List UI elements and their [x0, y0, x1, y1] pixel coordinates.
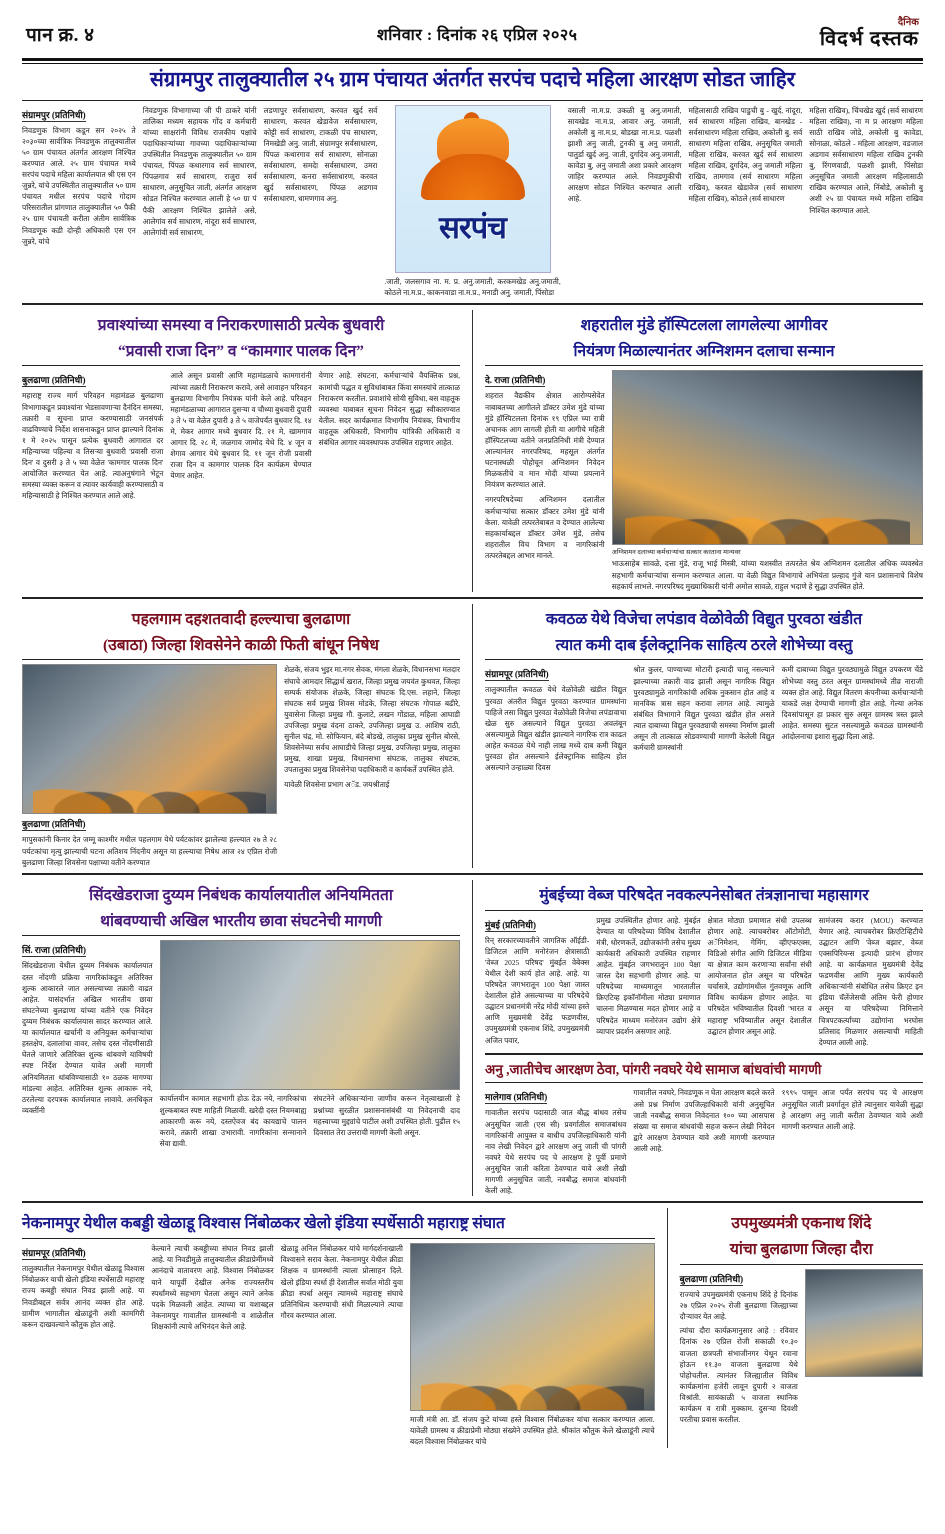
article-paragraph: तालुक्यातील नेकनामपुर येथील खेळाडू विश्वास निंबोळकर याची खेलो इंडिया स्पर्धेसाठी महाराष्ट्र राज्य कबड्डी संघात निवड झाली आहे. या निवडीबद्दल सर्वत्र आनंद व्यक्त होत आहे. ग्रामीण भागातील खेळाडूंनी अशी कामगिरी करून दाखवल्याने कौतुक होत आहे.	[22, 1264, 145, 1329]
article-pahalgam-protest	[22, 604, 460, 868]
article-byline: सिं. राजा (प्रतिनिधी)	[22, 945, 86, 956]
masthead-rule	[22, 58, 923, 61]
article-photo	[160, 940, 460, 1090]
article-paragraph: श्रोत कुलर, पाण्याच्या मोटारी इत्यादी चालू नसल्याने झाल्याच्या तक्रारी वाढ झाली असून नागरिक विद्युत पुरवठ्यामुळे नागरिकांची अधिक नुकसान होत आहे व मानविक त्रास सहन करावा लागत आहे. त्यामुळे संबंधित विभागाने विद्युत पुरवठा खंडीत होत असते त्यात दाबाच्या विद्युत पुरवठ्याची समस्या निर्माण झाली असून ती तात्काळ सोडवण्याची मागणी केलेली विद्युत कर्मचारी ग्रामस्थांनी	[633, 665, 775, 753]
article-paragraph: केल्याने त्याची कबड्डीच्या संघात निवड झाली आहे. या निवडीमुळे तालुक्यातील क्रीडाप्रेमींमध्ये आनंदाचे वातावरण आहे. विश्वास निंबोळकर याने यापूर्वी देखील अनेक राज्यस्तरीय स्पर्धांमध्ये सहभाग घेतला असून त्याने अनेक पदके मिळवली आहेत. त्याच्या या यशाबद्दल नेकनामपुर गावातील ग्रामस्थांनी व शाळेतील शिक्षकांनी त्याचे अभिनंदन केले आहे.	[151, 1244, 274, 1331]
article-headline-line2: नियंत्रण मिळाल्यानंतर अग्निशमन दलाचा सन्मान	[573, 342, 835, 360]
newspaper-brand	[820, 18, 919, 49]
article-paragraph: आले असून प्रवासी आणि महामंडळाचे कामगारांनी त्यांच्या तक्रारी निराकरण करावे, असे आवाहन परिवहन बुलढाणा विभागीय नियंत्रक यांनी केले आहे. परिवहन महामंडळाच्या आगारात दुसऱ्या व चौथ्या बुधवारी दुपारी ३ ते ५ या वेळेत दुपारी ३ ते ५ वाजेपर्यंत बुधवार दि. १४ मे, मेकर आगार मध्ये बुधवार दि. २१ मे, खामगाव आगार दि. २८ मे, जळगाव जामोद येथे दि. ४ जून व शेगाव आगार येथे बुधवार दि. ११ जून रोजी प्रवासी राजा दिन व कामगार पालक दिन कार्यक्रम घेण्यात येणार आहेत.	[170, 371, 312, 481]
article-paragraph: शहरात वैद्यकीय क्षेत्रात आरोग्यसेवेत नाबाबतच्या आगीतले डॉक्टर उमेश मुंडे यांच्या मुंडे हॉस्पिटलला दिनांक १९ एप्रिल च्या रात्री अचानक आग लागली होती या आगीचे महिती हॉस्पिटलच्या वतीने जनप्रतिनिधी मंत्री देण्यात आल्यानंतर नगरपरिषद, महसूल अंतर्गत घटनास्थळी पोहोचून अग्निशमन निवेदन मिळकतीचे व मान मोदी यांच्या प्रयत्नाने नियंत्रण करण्यात आले.	[485, 391, 605, 490]
article-kavathal-power-supply	[485, 604, 923, 868]
article-headline-line2: यांचा बुलढाणा जिल्हा दौरा	[729, 1241, 873, 1259]
photo-caption: अग्निशमन दलाच्या कर्मचाऱ्यांचा सत्कार करताना मान्यवर	[611, 549, 741, 557]
article-paragraph: १९९५ पासून आज पर्यंत सरपंच पद चे आरक्षण अनुसूचित जाती प्रवर्गातून होते त्यानुसार यावेळी सुद्धा हे आरक्षण अनु जाती करीता ठेवण्यात यावे अशी मागणी करण्यात आली आहे.	[781, 1088, 923, 1131]
article-paragraph: गावातील सरपंच पदासाठी जात बौद्ध बांधव तसेच अनुसूचित जाती (एस सी) प्रवर्गातील समाजबांधव नागरिकांनी आपुक्त व बाधीच उपजिल्हाधिकारी यांनी नाव लेखी निवेदन द्वारे आरक्षण अनु जाती ची पांगरी नवघरे येथे सरपंच पद चे आरक्षण हे पूर्वी प्रमाणे अनुसूचित जाती करिता ठेवण्यात यावे अशी लेखी मागणी अनुसूचित जाती, नवबौद्ध समाज बांधवांनी केली आहे.	[485, 1108, 627, 1196]
article-paragraph: कार्यालयीन कामात सहभागी होऊ देऊ नये, नागरिकांचा शुल्कबाबत स्पष्ट माहिती मिळावी. खरेदी दस्त नियमबाह्य आकारणी करू नये, दस्तऐवज बंद कायद्याचे पालन करावे, तक्रारी शाखा उभारावी. नागरिकांना सन्मानाने सेवा द्यावी.	[159, 1094, 307, 1148]
article-paragraph: मापुसकांनी किनार देत जम्मू काश्मीर मधील पहलगाम येथे पर्यटकांवर झालेल्या हल्ल्यात २७ ते २८ पर्यटकांचा मृत्यु झाल्याची घटना अतिशय निंदनीय असून या हल्ल्याचा निषेध आज २४ एप्रिल रोजी बुलढाणा जिल्हा शिवसेना पक्षाच्या वतीने करण्यात	[22, 835, 278, 867]
article-webs-conference-group	[485, 880, 923, 1197]
brand-kicker: दैनिक	[897, 17, 919, 28]
article-paragraph: येणार आहे. संघटना, कर्मचाऱ्यांचे वैयक्तिक प्रश्न, कामांची पद्धत व सुविधांबाबत किंवा समस्यांचे तात्काळ निराकरण करतील. प्रवाशांचे सोयी सुविधा, बस वाहतूक व्यवस्था याबाबत सूचना निवेदन सुद्धा स्वीकारण्यात येतील. सदर कार्यक्रमात विभागीय नियंत्रक, विभागीय वाहतूक अधिकारी, विभागीय यांत्रिकी अधिकारी व संबंधित आगार व्यवस्थापक उपस्थित राहणार आहेत.	[318, 371, 460, 448]
article-paragraph: तालुक्यातील कवठळ येथे वेळोवेळी खंडीत विद्युत पुरवठा अंतरीत विद्युत पुरवठा करण्यात ग्रामस्थांना पाहिजे तसा विद्युत पुरवठा वेळोवेळी विजेचा लपंडावाचा खेळ सुरु असल्याने विद्युत पुरवठा अवलंबून असल्यामुळे विद्युत खंडीत झाल्याने नागरिक रात्र काढत आहेत कवठळ येथे नाही लाख मध्ये दाब कमी विद्युत पुरवठा होत असल्याने ईलेक्ट्रानिक साहित्य होत असल्याने उन्हाळ्या दिवस	[485, 685, 627, 773]
article-headline-line2: त्यात कमी दाब ईलेक्ट्रानिक साहित्य ठरले शोभेच्या वस्तु	[555, 636, 853, 654]
article-photo	[22, 664, 277, 814]
article-byline: बुलढाणा (प्रतिनिधी)	[22, 375, 86, 386]
article-byline: संग्रामपूर (प्रतिनिधी)	[22, 1248, 86, 1259]
article-photo	[410, 1243, 655, 1411]
article-byline: संग्रामपूर (प्रतिनिधी)	[485, 669, 549, 680]
lead-paragraph: वसाली ना.म.प्र. उकळी बु अनु.जमाती, सायखेड ना.म.प्र, आवार अनु. जमाती, अकोली बु ना.म.प्र, बोडखा ना.म.प्र. पळशी झाशी अनु जाती, टुनकी बु अनु जमाती, पातुर्डा खुर्द अनु. जाती, दुर्गादेव अनु.जमाती, कावेडा बु, अनु जमाती अशा प्रकारे आरक्षण जाहिर करण्यात आले. निवडणुकीची आरक्षण सोडत निश्चित करण्यात आली आहे.	[567, 105, 682, 204]
row-four	[22, 880, 923, 1197]
article-paragraph: संघटनेने अधिकाऱ्यांना जाणीव करून नेतृत्वाखाली हे प्रश्नांच्या सुरळीत प्रशासनासंबंधी या निवेदनाची दाद महत्त्वाच्या मुद्द्यांचे पाटील अशी उपस्थित होती. पुढील १५ दिवसात तेरा उत्तराची मागणी केली असून.	[313, 1094, 461, 1137]
article-reservation-demand	[485, 1061, 923, 1196]
article-paragraph: राज्याचे उपमुख्यमंत्री एकनाथ शिंदे हे दिनांक २७ एप्रिल २०२५ रोजी बुलढाणा जिल्ह्याच्या दौऱ्यावर येत आहे.	[679, 1290, 798, 1322]
brand-title: विदर्भ दस्तक	[819, 28, 919, 50]
article-paragraph: त्यांचा दौरा कार्यक्रमानुसार आहे : रविवार दिनांक २७ एप्रिल रोजी सकाळी १०.३० वाजता छत्रपती संभाजीनगर येथून रवाना होऊन ११.३० वाजता बुलढाणा येथे पोहोचतील. त्यानंतर जिल्ह्यातील विविध कार्यक्रमांना हजेरी लावून दुपारी २ वाजता विश्रांती. सायंकाळी ५ वाजता स्थानिक कार्यक्रम व रात्री मुक्काम. दुसऱ्या दिवशी परतीचा प्रवास करतील.	[679, 1326, 798, 1425]
article-headline-line1: शहरातील मुंडे हॉस्पिटलला लागलेल्या आगीवर	[580, 316, 828, 334]
article-headline-line1: सिंदखेडराजा दुय्यम निबंधक कार्यालयातील अनियमितता	[89, 886, 393, 904]
article-paragraph: सामंजस्य करार (MOU) करण्यात येणार आहे. त्याचबरोबर क्रिएटिव्हिटीचे उद्घाटन आणि 'वेब्ज बझार', वेब्ज एक्सपिरियन्स इत्यादी प्रारंभ होणार आहे. या कार्यक्रमात मुख्यमंत्री देवेंद्र फडणवीस आणि मुख्य कार्यकारी अधिकाऱ्यांनी संबोधित तसेच क्रिएट इन इंडिया चॅलेंजेसची अंतिम फेरी होणार असून या परिषदेच्या निमित्ताने चित्रपटकर्त्यांच्या उद्योगांना भरघोस प्रतिसाद मिळणार असल्याची माहिती देण्यात आली आहे.	[818, 915, 923, 1047]
article-munde-hospital-fire	[485, 310, 923, 592]
article-paragraph: माजी मंत्री आ. डॉ. संजय कुटे यांच्या हस्ते विश्वास निंबोळकर यांचा सत्कार करण्यात आला. यावेळी ग्रामस्थ व क्रीडाप्रेमी मोठ्या संख्येने उपस्थित होते. श्रीकांत कौतुक केले खेळाडूंनी त्याचे बदल विश्वास निंबोळकर यांचे	[409, 1415, 655, 1447]
article-paragraph: कमी दाबाच्या विद्युत पुरवठ्यामुळे विद्युत उपकरण चेंडे शोभेच्या वस्तु ठरत असून ग्रामस्थांमध्ये तीव्र नाराजी व्यक्त होत आहे. विद्युत वितरण कंपनीच्या कर्मचाऱ्यांनी याकडे लक्ष देण्याची मागणी होत आहे. गेल्या अनेक दिवसांपासून हा प्रकार सुरु असून ग्रामस्थ त्रस्त झाले आहेत. समस्या सुटत नसल्यामुळे कवठळ ग्रामस्थांनी आंदोलनाचा इशारा सुद्धा दिला आहे.	[781, 665, 923, 742]
article-byline: दे. राजा (प्रतिनिधी)	[485, 375, 546, 386]
article-headline: नेकनामपुर येथील कबड्डी खेळाडू विश्वास निंबोळकर खेलो इंडिया स्पर्धेसाठी महाराष्ट्र संघात	[22, 1215, 505, 1233]
article-byline: मालेगाव (प्रतिनिधी)	[485, 1092, 548, 1103]
article-headline-line1: उपमुख्यमंत्री एकनाथ शिंदे	[731, 1215, 872, 1233]
row-two	[22, 310, 923, 592]
sarpanch-logo	[395, 105, 551, 273]
article-lead	[22, 64, 923, 305]
article-headline: अनु ,जातीचेच आरक्षण ठेवा, पांगरी नवघरे येथे सामाज बांधवांची मागणी	[485, 1061, 822, 1077]
article-pravasi-raja-din	[22, 310, 460, 592]
lead-paragraph: .जाती, जलसगाव ना. म. प्र. अनु.जमाती, करकमखेड अनु.जमाती, कोठले ना.म.प्र., काकनवाडा ना.म.प्र., मनाडी अनु. जमाती, पिंसोडा	[384, 276, 561, 297]
turban-icon	[421, 118, 525, 200]
row-three	[22, 604, 923, 868]
logo-wordmark: सरपंच	[439, 209, 506, 245]
article-headline-line2: थांबवण्याची अखिल भारतीय छावा संघटनेची मागणी	[100, 912, 382, 930]
article-photo	[612, 370, 923, 545]
article-paragraph: प्रमुख उपस्थितीत होणार आहे. मुंबईत देण्यात या परिषदेच्या विविध देशातील मंत्री, धोरणकर्ते, उद्योजकांनी तसेच मुख्य कार्यकारी अधिकारी उपस्थित राहणार आहेत. मुंबईत जगभरातून 100 पेक्षा जास्त देश सहभागी होणार आहे. या परिषदेच्या माध्यमातून भारतातील क्रिएटिव्ह इकॉनॉमीला मोठ्या प्रमाणात चालना मिळण्यास मदत होणार आहे व परिषदेत माध्यम मनोरंजन उद्योग क्षेत्रे व्यापार प्रदर्शन असणार आहे.	[596, 915, 701, 1036]
article-headline-line1: मुंबईच्या वेब्ज परिषदेत नवकल्पनेसोबत तंत्रज्ञानाचा महासागर	[539, 886, 869, 904]
article-headline-line2: (उबाठा) जिल्हा शिवसेनेने काळी फिती बांधून निषेध	[103, 636, 379, 654]
portrait-photo	[805, 1269, 923, 1377]
issue-date: शनिवार : दिनांक २६ एप्रिल २०२५	[376, 26, 578, 44]
article-paragraph: सिंदखेडराजा येथील दुय्यम निबंधक कार्यालयात दस्त नोंदणी प्रक्रिया नागरिकांकडून अतिरिक्त शुल्क आकारले जात असल्याच्या तक्रारी वाढत आहेत. यासंदर्भात अखिल भारतीय छावा संघटनेच्या बुलढाणा यांच्या वतीने एक निवेदन दुय्यम निबंधक कार्यालयास सादर करण्यात आले. या कार्यालयात खर्चानी व अनियुक्त कर्मचाऱ्यांचा हस्तक्षेप, दलालांचा वावर, तसेच दस्त नोंदणीसाठी घेतले जाणारे अतिरिक्त शुल्क थांबवणे याविषयी स्पष्ट निर्देश देण्यात यावेत अशी मागणी अनियमितता थांबविण्यासाठी १० ठळक मागण्या मांडल्या आहेत. अतिरिक्त शुल्क आकारू नये, ठरलेल्या दरपत्रक कार्यालयात लावावे. अनधिकृत व्यक्तींनी	[22, 961, 153, 1115]
article-paragraph: यावेळी शिवसेना प्रभाग अॅड. जयश्रीताई	[284, 779, 390, 789]
lead-paragraph: निवडणुक विभागाच्या जी पी ठाकरे यांनी तालिका मध्यम सहायक गोंद व कर्मचारी यांच्या साक्षरांनी विविध राजकीय पक्षांचे पदाधिकाऱ्यांच्या गावच्या पदाधिकाऱ्यांच्या उपस्थितीत निवडणुक तालुक्यातील ५० ग्राम पंचायत, पिंपळ कथारगाव सर्व साधारण, पिंपळगाव सर्व साधारण, राजुरा सर्व साधारण, अनुसूचित जाती, अंतर्गत आरक्षण सोडत निश्चित करण्यात आली हे ५० ग्रा पं पैकी आरक्षण निश्चित झालेले असे, आलेगांव सर्व साधारण, नांदूरा सर्व साधारण, आलेगांवी सर्व साधारण,	[142, 105, 257, 237]
masthead	[0, 0, 945, 55]
article-headline-line1: पहलगाम दहशतवादी हल्ल्याचा बुलढाणा	[131, 610, 351, 628]
article-paragraph: गावातील नवघरे, निवडणूक न घेता आरक्षण बदले करते असे प्रश्न निर्माण उपजिल्हाधिकारी यांनी अनुसूचित जाती नवबौद्ध समाज निवेदनात १०० च्या आसपास संख्या या समाज बांधवांची सहज करून लेखी निवेदन द्वारे आरक्षण ठेवण्यात यावे अशी मागणी करण्यात आली आहे.	[633, 1088, 775, 1154]
article-headline-line1: प्रवाश्यांच्या समस्या व निराकरणासाठी प्रत्येक बुधवारी	[97, 316, 385, 334]
article-sindkhedraja-registrar	[22, 880, 460, 1197]
article-paragraph: खेळाडू अनिल निंबोळकर यांचे मार्गदर्शनाखाली विश्वासने सराव केला. नेकनामपुर येथील क्रीडा शिक्षक व ग्रामस्थांनी त्याला प्रोत्साहन दिले. खेलो इंडिया स्पर्धा ही देशातील सर्वात मोठी युवा क्रीडा स्पर्धा असून त्यामध्ये महाराष्ट्र संघाचे प्रतिनिधित्व करण्याची संधी मिळाल्याने त्याचा गौरव करण्यात आला.	[280, 1244, 403, 1320]
lead-paragraph: महिला राखिव), चिंचखेड खुर्द (सर्व साधारण महिला राखिव), ना म प्र आरक्षण महिला साठी राखिव जोडे, अकोली बु कावेडा, सोनाळा, कोठले - महिला आरक्षण, वडजाल अडगाव सर्वसाधारण महिला राखिव टुनकी बु, रिंगणवाडी, पळशी झाशी, पिंसोडा अनुसूचित जमाती आरक्षण महिलासाठी राखिव करण्यात आले, निंबोडे, अकोली बु अशी २५ ग्रा पंचायत मध्ये महिला राखिव निश्चित करण्यात आले.	[809, 105, 924, 215]
row-five	[22, 1208, 923, 1447]
article-paragraph: नगरपरिषदेच्या अग्निशमन दलातील कर्मचाऱ्यांचा सत्कार डॉक्टर उमेश मुंडे यांनी केला. यावेळी तत्परतेबाबत व देण्यात आलेल्या सहकार्याबद्दल डॉक्टर उमेश मुंडे, तसेच शहरातील विच विभाग व नागरिकांनी तत्परतेबद्दल आभार मानले.	[485, 495, 605, 560]
article-paragraph: क्षेत्रात मोठ्या प्रमाणात संधी उपलब्ध होणार आहे. त्याचबरोबर ऑटोमोटी, अॅनिमेशन, गेमिंग, व्हीएफएक्स, विडिओ संगीत आणि डिजिटल मीडिया या क्षेत्रात काम करणाऱ्या सर्वांना संधी आयोजनात होत असून या परिषदेत चर्चासत्रे, उद्योगांमधील गुंतवणूक आणि विविध कार्यक्रम होणार आहेत. या परिषदेत भविष्यातील दिवशी 'भारत व महाराष्ट्र' भविष्यातील असून देशातील उद्घाटन होणार असून आहे.	[707, 915, 812, 1036]
article-byline: बुलढाणा (प्रतिनिधी)	[22, 819, 86, 830]
lead-byline: संग्रामपुर (प्रतिनिधी)	[22, 109, 86, 120]
page-number-label: पान क्र. ४	[26, 24, 95, 46]
article-paragraph: भाऊसाहेब सावळे, दत्ता मुंडे, राजू भाई मिस्त्री, यांच्या यशस्वीत तत्परतेत श्रेय अग्निशमन दलातील अधिक व्यवस्थेत सहभागी कर्मचाऱ्यांचा सन्मान करण्यात आला. या वेळी विद्युत विभागाचे अभियंता प्रल्हाद गुंजे यान प्रशासनाचे विशेष सहकार्य लाभले. नगरपरिषद मुख्याधिकारी यांनी अमोल सावळे, राहुल भदाणे हे सुद्धा उपस्थित होते.	[611, 559, 923, 591]
article-paragraph: शेळके, संजय भुइर मा.नगर सेवक, मंगला शेळके, विधानसभा मतदार संघाचे आमदार सिद्धार्थ खरात, जिल्हा प्रमुख जयवंत कुथवत, जिल्हा सम्पर्क संयोजक शेळके, जिल्हा संघटक दि.एस. लहाने, जिल्हा संघटक सर्व प्रमुख शिवस मोडके, जिल्हा संघटक गोपाळ बढीरे, युवासेना जिल्हा प्रमुख गौ. कुलाटे, लखन गोंडाळ, महिला आघाडी उपजिल्हा प्रमुख वंदना ठाकरे, उपजिल्हा प्रमुख उ. आशिष राठी, सुनील चंद्र, मो. सोफियान, बंदे बोडखे, तालुका प्रमुख सुनील बोरसे, शिवसेनेच्या सर्वच आघाडीचे जिल्हा प्रमुख, उपजिल्हा प्रमुख, तालुका प्रमुख, शाखा प्रमुख, विधानसभा संघटक, तालुका संघटक, उपतालुका प्रमुख शिवसेनेचा पदाधिकारी व कार्यकर्ते उपस्थित होते.	[284, 665, 460, 775]
article-kabaddi-player	[22, 1208, 655, 1447]
article-byline: मुंबई (प्रतिनिधी)	[485, 919, 536, 930]
article-paragraph: महाराष्ट्र राज्य मार्ग परिवहन महामंडळ बुलढाणा विभागाकडून प्रवाश्यांना भेडसावणाऱ्या दैनंदिन समस्या, तक्रारी व सूचना प्राप्त करण्यासाठी जनसंपर्क वाढविण्याचे निर्देश शासनाकडून प्राप्त झाल्याने दिनांक १ मे २०२५ पासून प्रत्येक बुधवारी आगारात दर महिन्याच्या पहिल्या व तिसऱ्या बुधवारी 'प्रवासी राजा दिन' व दुसरी ३ ते ५ च्या वेळेत 'कामगार पालक दिन' आयोजित करण्यात येत आहे. त्याअनुषंगाने भेटून समस्या व्यक्त करून व त्यावर कार्यवाही करण्यासाठी व महिन्यासाठी हे निश्चित करण्यात आले आहे.	[22, 391, 164, 501]
article-paragraph: रिन् सरकारच्यावतीने जागतिक ऑईडी-डिजिटल आणि मनोरंजन क्षेत्रासाठी 'वेब्ज 2025 परिषद' मुंबईत वेबेक्स येथील देशी कार्य होत आहे. आहे. या परिषदेत जगभरातून 100 पेक्षा जास्त देशातील होते असल्याच्या या परिषदेचे उद्घाटन प्रधानमंत्री नरेंद्र मोदी यांच्या हस्ते आणि मुख्यमंत्री देवेंद्र फडणवीस, उपमुख्यमंत्री एकनाथ शिंदे, उपमुख्यमंत्री अजित पवार,	[485, 935, 590, 1045]
lead-paragraph: निवडणुक विभाग कडून सन २०२५ ते २०३०च्या सार्वत्रिक निवडणुक तालुक्यातील ५० ग्राम पंचायत अंतर्गत आरक्षण निश्चित करण्यात आले. २५ ग्राम पंचायत मध्ये सरपंच पदाचे महिला कार्यालयात श्री एस एन जुन्नरे, यांचे उपस्थितीत तालुक्यातील ५० ग्राम पंचायत मधील सरपंच पदाचे गोदाम परिसरातील प्रांगणात तालुक्यातील ५० पैकी २५ ग्राम पंचायती करीता अंतीम सार्वत्रिक निवडणूक कडी दोन्ही अधिकारी एस एन जुन्नरे, यांचे	[22, 125, 136, 246]
article-eknath-shinde-visit	[680, 1208, 923, 1447]
lead-paragraph: महिलासाठी राखिव पाडुची बु - खुर्द, नांदूरा, सर्व साधारण महिला राखिव, बानखेड - सर्वसाधारण महिला राखिव, अकोली बु. सर्व साधारण महिला राखिव, अनुसूचित जमाती महिला राखिव, करवत खुर्द सर्व साधारण महिला राखिव, दुर्गादेव, अनु जमाती महिला राखिव, तामगाव (सर्व साधारण महिला राखिव), करवत खेडावेज (सर्व साधारण महिला राखिव), कोठले (सर्व साधारण	[688, 105, 803, 204]
article-headline-line2: “प्रवासी राजा दिन” व “कामगार पालक दिन”	[118, 342, 364, 360]
lead-paragraph: लडणापुर सर्वसाधारण, करवत खुर्द सर्व साधारण, करवत खेडावेज सर्वसाधारण, कोट्टी सर्व साधारण, टाकळी पंच साधारण, निमखेडी अनु. जाती, संग्रामपुर सर्वसाधारण, पिंपळ कथारगाव सर्व साधारण, सोनाळा सर्वसाधारण, समदेा सर्वसाधारण, उमरा सर्वसाधारण, कनरा सर्वसाधारण, करवत खुर्द सर्वसाधारण, पिंपळ अडगाव सर्वसाधारण, धामणगाव अनु.	[263, 105, 378, 204]
lead-headline: संग्रामपुर तालुक्यातील २५ ग्राम पंचायत अंतर्गत सरपंच पदाचे महिला आरक्षण सोडत जाहिर	[149, 69, 796, 91]
article-headline-line1: कवठळ येथे विजेचा लपंडाव वेळोवेळी विद्युत पुरवठा खंडीत	[545, 610, 863, 628]
article-byline: बुलढाणा (प्रतिनिधी)	[679, 1274, 744, 1284]
